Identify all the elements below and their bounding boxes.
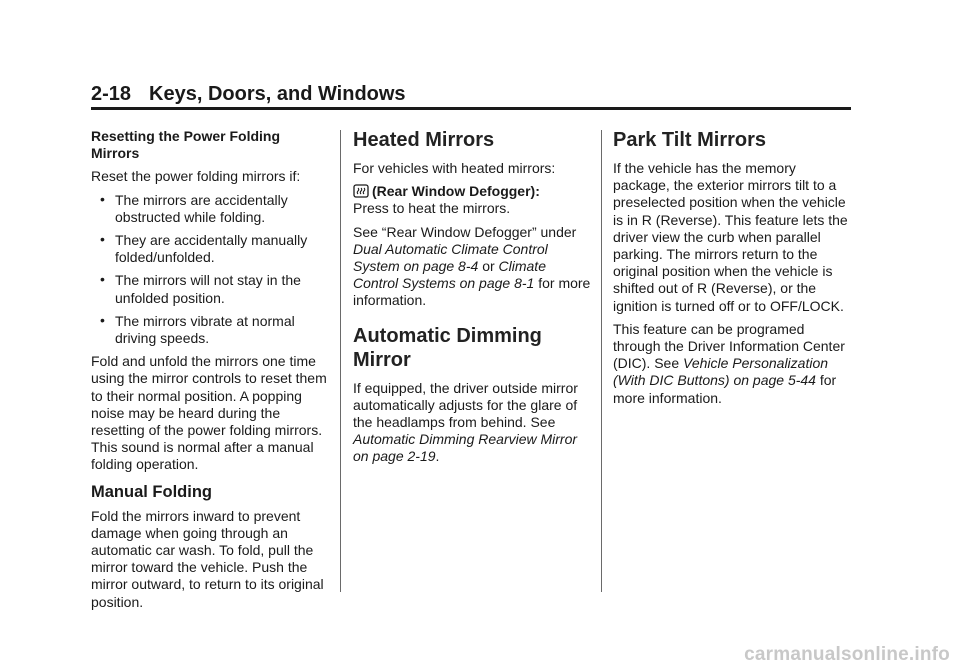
reset-conditions-list xyxy=(91,192,331,348)
chapter-title: Keys, Doors, and Windows xyxy=(149,83,406,105)
auto-dimming-paragraph xyxy=(353,380,591,466)
column-divider-2 xyxy=(601,130,602,592)
auto-dimming-text: If equipped, the driver outside mirror automatically adjusts for the glare of the headlamps from behind. See xyxy=(353,379,578,431)
heading-manual-folding: Manual Folding xyxy=(91,482,212,501)
list-item: • The mirrors vibrate at normal driving speeds. xyxy=(91,313,331,347)
rear-defogger-icon xyxy=(353,184,369,198)
link-auto-dimming-rearview[interactable]: Automatic Dimming Rearview Mirror on page 2-19 xyxy=(353,431,578,465)
see-defogger-paragraph xyxy=(353,224,591,310)
reset-paragraph: Fold and unfold the mirrors one time using the mirror controls to reset them to their normal position. A popping noise may be heard during the resetting of the power folding mirrors. This sound is normal after a manual folding operation. xyxy=(91,353,327,473)
manual-folding-paragraph: Fold the mirrors inward to prevent damage when going through an automatic car wash. To fold, pull the mirror toward the vehicle. Push the mirror outward, to return to its original position. xyxy=(91,507,324,610)
column-1 xyxy=(91,128,331,617)
column-2 xyxy=(353,128,591,472)
list-item: • The mirrors are accidentally obstructed while folding. xyxy=(91,192,331,226)
list-item: • They are accidentally manually folded/unfolded. xyxy=(91,232,331,266)
heading-heated-mirrors: Heated Mirrors xyxy=(353,129,495,151)
heading-park-tilt: Park Tilt Mirrors xyxy=(613,129,767,151)
heated-intro: For vehicles with heated mirrors: xyxy=(353,160,556,176)
link-dual-climate[interactable]: Dual Automatic Climate Control System on page 8-4 xyxy=(353,240,548,275)
defogger-label: (Rear Window Defogger): xyxy=(372,183,540,200)
more-info-text: for more information. xyxy=(353,275,591,309)
header-rule xyxy=(91,107,851,110)
column-3 xyxy=(613,128,853,413)
heading-automatic-dimming: Automatic Dimming Mirror xyxy=(353,324,542,371)
page-number: 2-18 xyxy=(91,83,132,105)
page-header xyxy=(91,82,851,106)
programming-text: This feature can be programed through the Driver Information Center (DIC). See xyxy=(613,320,845,372)
defogger-text: Press to heat the mirrors. xyxy=(353,200,511,217)
defogger-paragraph xyxy=(353,183,591,217)
see-text: See “Rear Window Defogger” under xyxy=(353,223,577,240)
programming-paragraph xyxy=(613,321,853,407)
link-vehicle-personalization[interactable]: Vehicle Personalization (With DIC Buttons) on page 5-44 xyxy=(613,355,829,389)
subheading-resetting: Resetting the Power Folding Mirrors xyxy=(91,128,281,162)
reset-intro: Reset the power folding mirrors if: xyxy=(91,168,301,185)
column-divider-1 xyxy=(340,130,341,592)
watermark: carmanualsonline.info xyxy=(744,644,950,665)
list-item: • The mirrors will not stay in the unfolded position. xyxy=(91,272,331,306)
or-text: or xyxy=(482,258,495,275)
link-climate-control[interactable]: Climate Control Systems on page 8-1 xyxy=(353,258,546,292)
header-title xyxy=(91,82,851,106)
period-text: . xyxy=(435,448,440,465)
more-info-text: for more information. xyxy=(613,372,837,406)
park-tilt-paragraph: If the vehicle has the memory package, the exterior mirrors tilt to a preselected position when the vehicle is in R (Reverse). This feature lets the driver view the curb when parallel parking. The mirrors return to the original position when the vehicle is shifted out of R (Reverse), or the ignition is turned off or to OFF/LOCK. xyxy=(613,160,848,314)
